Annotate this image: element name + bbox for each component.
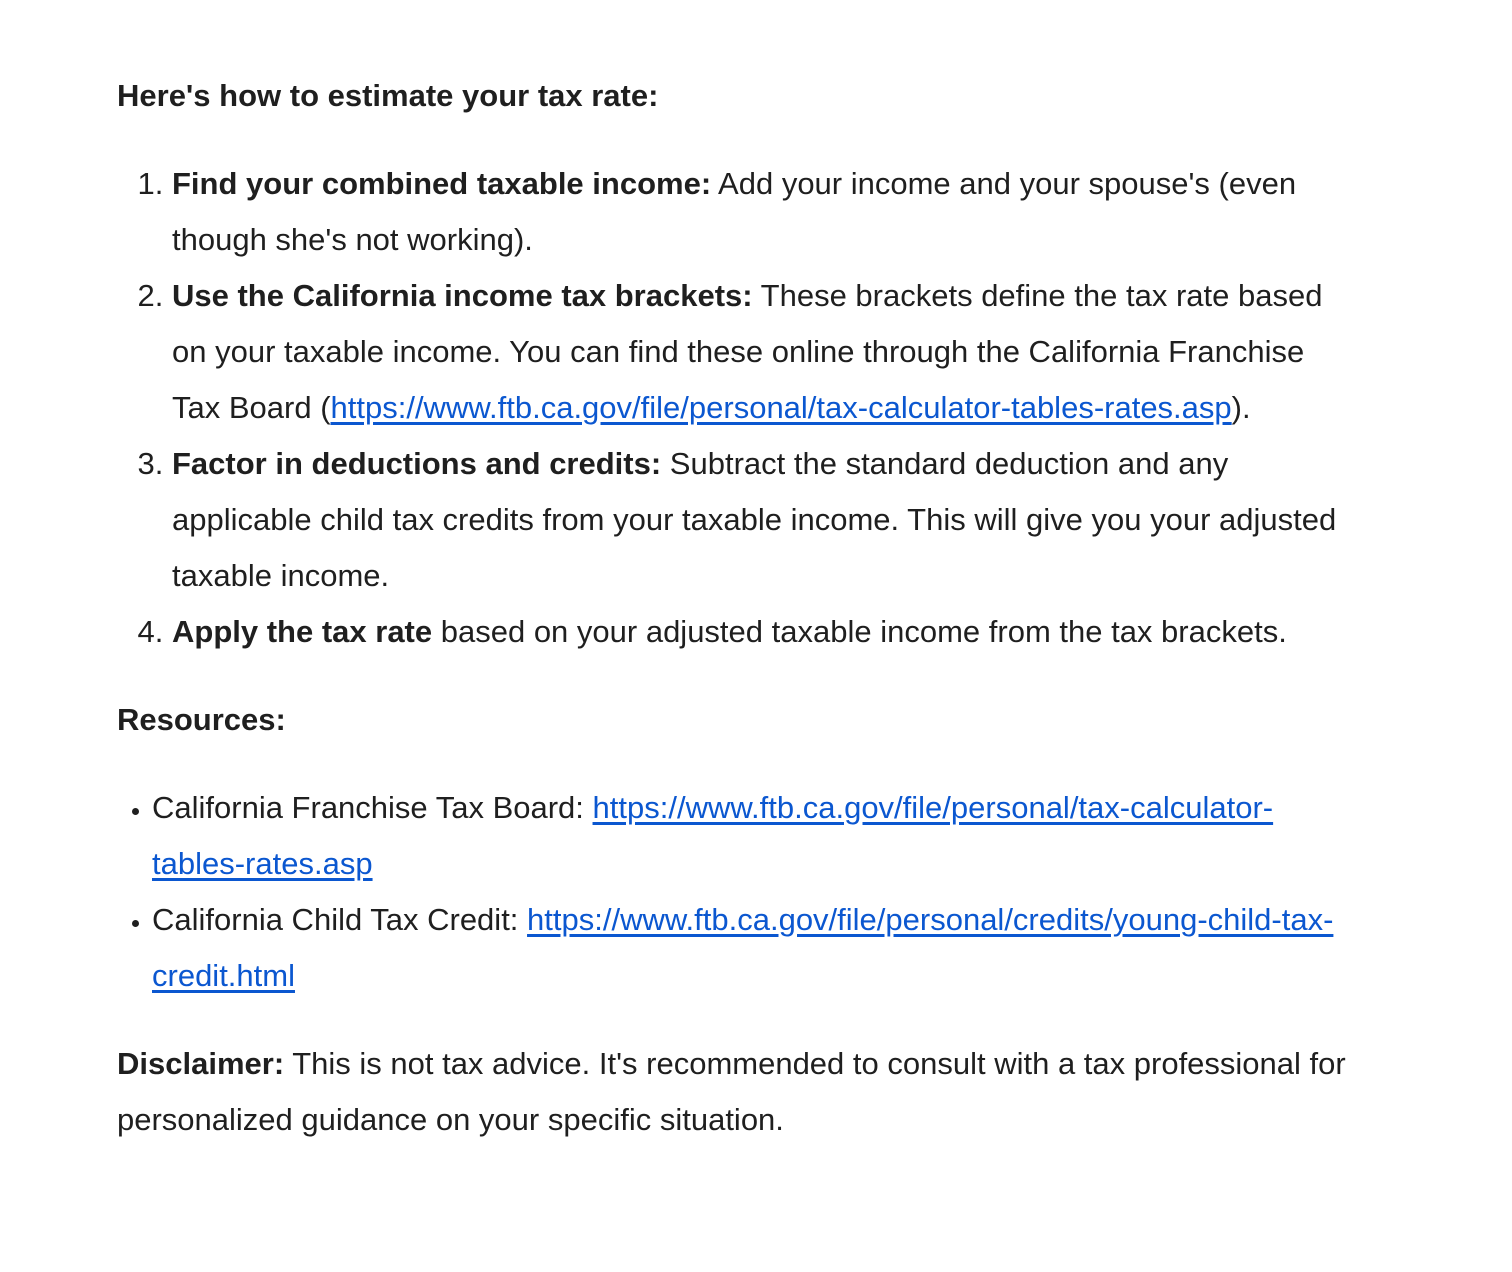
ftb-tax-tables-link[interactable]: https://www.ftb.ca.gov/file/personal/tax-calculator-tables-rates.asp: [330, 390, 1232, 425]
step-text: ).: [1231, 390, 1251, 425]
disclaimer-text: This is not tax advice. It's recommended to consult with a tax professional for personalized guidance on your specific situation.: [117, 1046, 1346, 1137]
list-item: [172, 604, 1347, 660]
disclaimer-label: Disclaimer:: [117, 1046, 285, 1081]
resources-heading: Resources:: [117, 702, 286, 737]
disclaimer: [117, 1036, 1347, 1148]
step-text: based on your adjusted taxable income from the tax brackets.: [432, 614, 1287, 649]
step-text: These brackets define the tax rate based on your taxable income. You can find these online through the California Franchise Tax Board (: [172, 278, 1323, 425]
list-item: [152, 780, 1347, 892]
list-item: [172, 268, 1347, 436]
resource-label: California Franchise Tax Board:: [152, 790, 593, 825]
response-content: [117, 68, 1347, 1148]
child-tax-credit-link[interactable]: https://www.ftb.ca.gov/file/personal/credits/young-child-tax-credit.html: [152, 902, 1334, 993]
intro-heading: Here's how to estimate your tax rate:: [117, 78, 659, 113]
list-item: [172, 156, 1347, 268]
list-item: [172, 436, 1347, 604]
list-item: [152, 892, 1347, 1004]
step-title: Find your combined taxable income:: [172, 166, 712, 201]
steps-list: [117, 156, 1347, 660]
resource-label: California Child Tax Credit:: [152, 902, 528, 937]
step-title: Use the California income tax brackets:: [172, 278, 753, 313]
resources-list: [117, 780, 1347, 1004]
step-text: Add your income and your spouse's (even though she's not working).: [172, 166, 1297, 257]
step-text: Subtract the standard deduction and any applicable child tax credits from your taxable income. This will give you your adjusted taxable income.: [172, 446, 1337, 593]
ftb-tax-tables-resource-link[interactable]: https://www.ftb.ca.gov/file/personal/tax-calculator-tables-rates.asp: [152, 790, 1274, 881]
step-title: Factor in deductions and credits:: [172, 446, 662, 481]
step-title: Apply the tax rate: [172, 614, 433, 649]
